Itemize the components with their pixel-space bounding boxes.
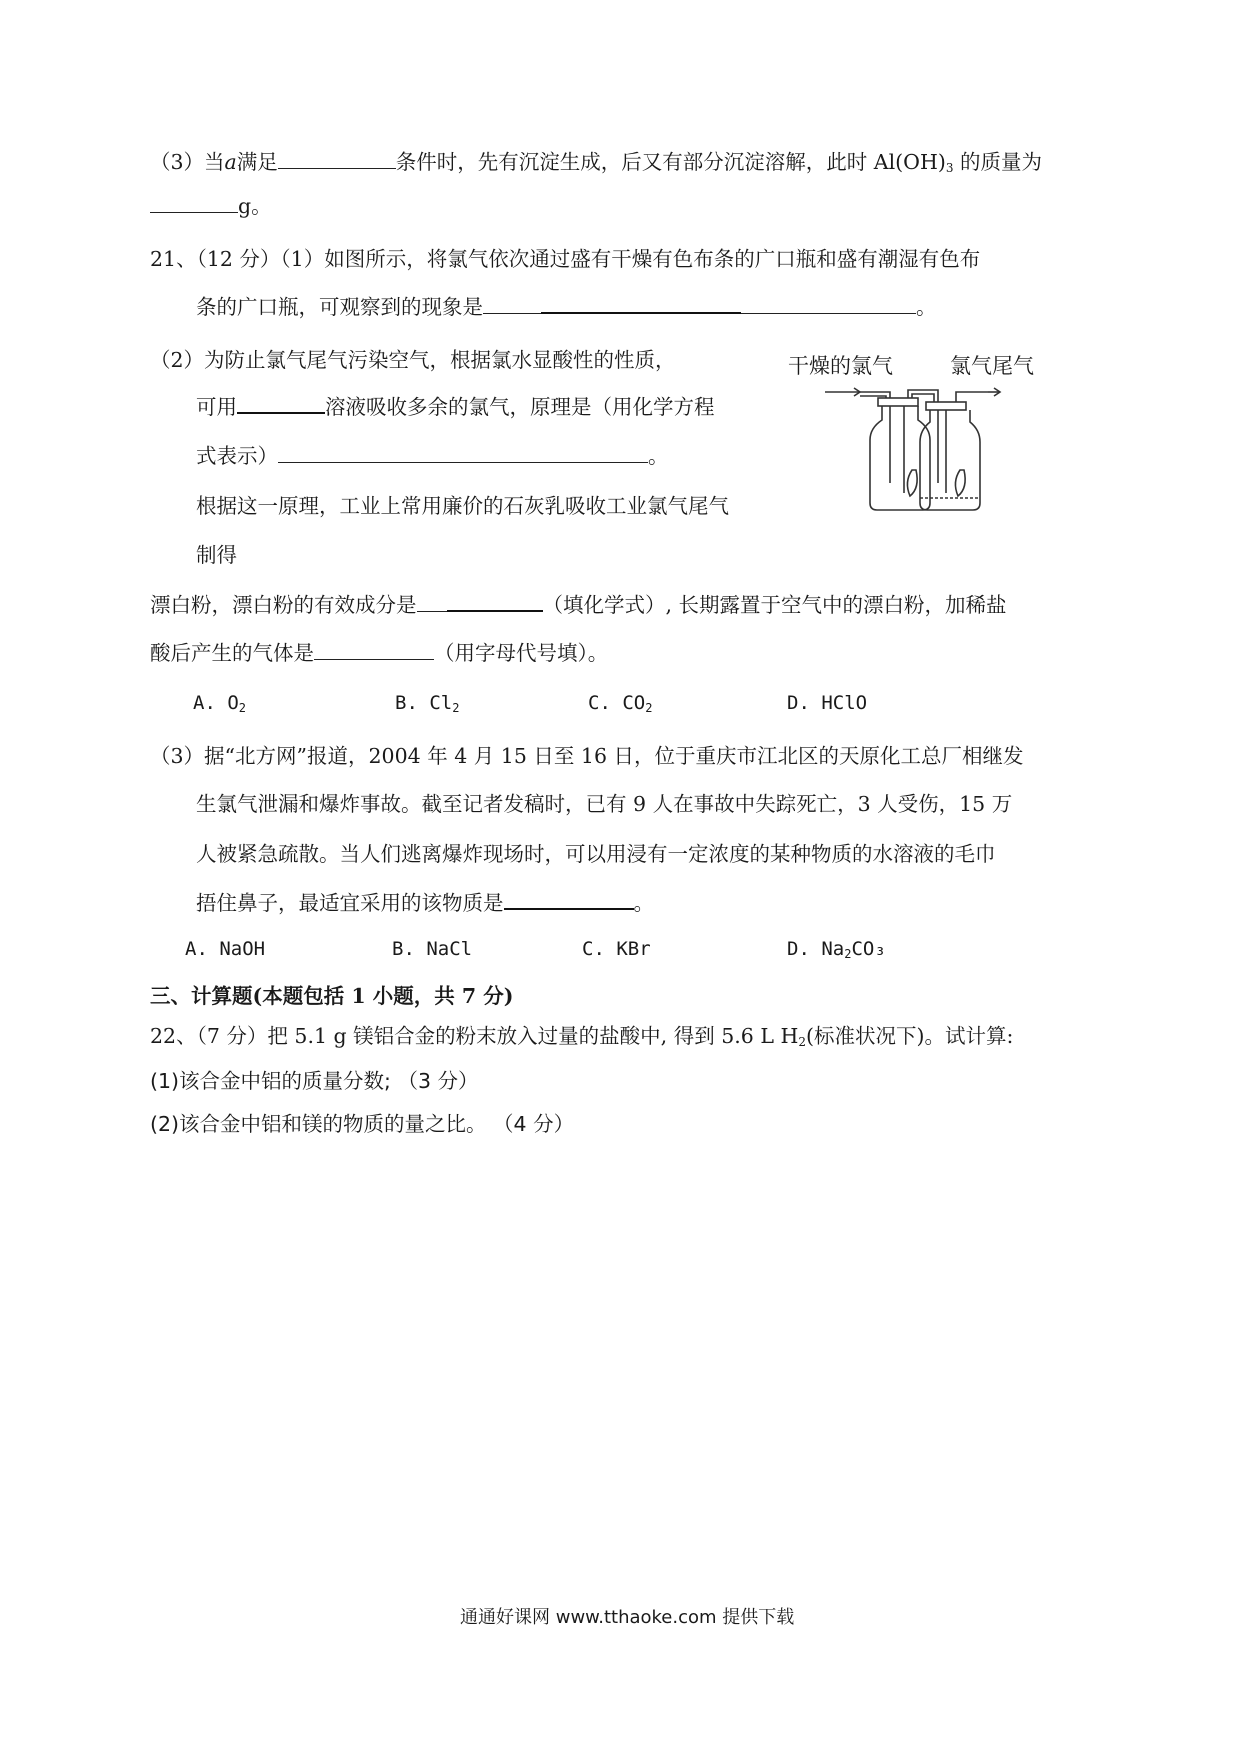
q22-line1	[150, 1022, 1013, 1050]
figure-label-tail-gas: 氯气尾气	[950, 354, 1034, 378]
q21-options2-b[interactable]	[392, 935, 472, 963]
q21-options1-c[interactable]	[588, 689, 652, 717]
q21-p2-line6	[150, 590, 1007, 619]
figure-label-dry-chlorine: 干燥的氯气	[788, 354, 893, 378]
q21-p2-text-c: 式表示）	[196, 444, 278, 468]
q21-p3-text: 捂住鼻子，最适宜采用的该物质是	[196, 891, 504, 915]
q21-p3-line4	[196, 888, 654, 917]
option-tail: CO₃	[851, 938, 886, 960]
q21-p2-blank-eq-b[interactable]	[403, 442, 648, 463]
q21-options2-d[interactable]	[787, 935, 886, 963]
q22-sub: 2	[798, 1035, 806, 1049]
q21-options1-a[interactable]	[193, 689, 246, 717]
q21-p2-blank-solution[interactable]	[237, 392, 325, 414]
q21-p3-line2: 生氯气泄漏和爆炸事故。截至记者发稿时，已有 9 人在事故中失踪死亡，3 人受伤，15 万	[196, 792, 1013, 816]
q21-options1-d[interactable]	[787, 689, 867, 717]
option-sub: 2	[452, 701, 460, 715]
q20-3-blank-2[interactable]	[150, 192, 238, 213]
section3-heading: 三、计算题(本题包括 1 小题，共 7 分)	[150, 984, 514, 1008]
q21-p2-line3	[196, 442, 669, 470]
q21-p2-line2	[196, 392, 715, 421]
gas-bottles-diagram	[820, 378, 1080, 523]
q21-p2-blank-gas[interactable]	[314, 639, 434, 660]
q21-p1-end: 。	[916, 295, 937, 319]
option-label: D. HClO	[787, 692, 868, 714]
footer-text: 通通好课网 www.tthaoke.com 提供下载	[460, 1607, 795, 1628]
q22-text-b: (标准状况下)。试计算:	[805, 1024, 1014, 1048]
q21-p2-text-e: （填化学式）, 长期露置于空气中的漂白粉，加稀盐	[542, 593, 1007, 617]
option-sub: 2	[238, 701, 246, 715]
q21-options1-b[interactable]	[395, 689, 459, 717]
q21-p2-text-g: （用字母代号填）。	[434, 641, 609, 665]
q21-p2-end: 。	[648, 444, 669, 468]
q21-options2-c[interactable]	[582, 935, 651, 963]
option-label: A. O	[193, 692, 239, 714]
option-label: D. Na	[787, 938, 845, 960]
option-label: C. CO	[588, 692, 646, 714]
q21-options2-a[interactable]	[185, 935, 265, 963]
option-label: C. KBr	[582, 938, 651, 960]
q21-p1-blank-a[interactable]	[483, 293, 541, 314]
q21-p2-line4: 根据这一原理，工业上常用廉价的石灰乳吸收工业氯气尾气	[196, 494, 729, 518]
q21-p2-line1: （2）为防止氯气尾气污染空气，根据氯水显酸性的性质，	[150, 348, 676, 372]
option-sub: 2	[844, 947, 852, 961]
q21-p2-blank-eq-a[interactable]	[278, 442, 403, 463]
option-sub: 2	[645, 701, 653, 715]
q20-3-blank-1[interactable]	[278, 148, 396, 169]
q20-3-mid3: 的质量为	[953, 150, 1043, 174]
q21-p2-text-b: 溶液吸收多余的氯气，原理是（用化学方程	[325, 395, 715, 419]
q21-p2-text-f: 酸后产生的气体是	[150, 641, 314, 665]
q21-p2-line7	[150, 639, 608, 667]
q21-header: 21、（12 分）（1）如图所示，将氯气依次通过盛有干燥有色布条的广口瓶和盛有潮湿有色布	[150, 247, 981, 271]
q21-p3-end: 。	[633, 891, 654, 915]
q21-p2-line5: 制得	[196, 543, 237, 567]
option-label: B. Cl	[395, 692, 453, 714]
q20-3-mid1: 满足	[236, 150, 278, 174]
q21-p2-blank-formula-b[interactable]	[447, 590, 543, 612]
q22-sub1: (1)该合金中铝的质量分数; （3 分）	[150, 1069, 479, 1093]
q21-p3-line1: （3）据“北方网”报道，2004 年 4 月 15 日至 16 日，位于重庆市江北区的天原化工总厂相继发	[150, 744, 1024, 768]
q20-3-line2	[150, 192, 272, 220]
q21-p2-text-a: 可用	[196, 395, 237, 419]
q21-p3-line3: 人被紧急疏散。当人们逃离爆炸现场时，可以用浸有一定浓度的某种物质的水溶液的毛巾	[196, 842, 996, 866]
q20-3-suffix: g。	[238, 194, 272, 218]
q21-p1-text: 条的广口瓶，可观察到的现象是	[196, 295, 483, 319]
option-label: A. NaOH	[185, 938, 266, 960]
q21-p1-blank-c[interactable]	[741, 293, 916, 314]
q21-p3-blank[interactable]	[504, 888, 634, 910]
q20-3-mid2: 条件时，先有沉淀生成，后又有部分沉淀溶解，此时 Al(OH)	[395, 150, 946, 174]
q20-3-sub: 3	[945, 161, 954, 175]
q21-p2-text-d: 漂白粉，漂白粉的有效成分是	[150, 593, 417, 617]
q22-text-a: 22、（7 分）把 5.1 g 镁铝合金的粉末放入过量的盐酸中, 得到 5.6 L H	[150, 1024, 799, 1048]
option-label: B. NaCl	[392, 938, 473, 960]
q22-sub2: (2)该合金中铝和镁的物质的量之比。 （4 分）	[150, 1112, 575, 1136]
q20-3-prefix: （3）当	[150, 150, 225, 174]
q20-3-line1	[150, 148, 1042, 176]
q20-3-var: a	[224, 150, 237, 174]
q21-p1-blank-b[interactable]	[541, 292, 741, 314]
q21-p2-blank-formula-a[interactable]	[417, 591, 447, 612]
q21-p1-line2	[196, 292, 937, 321]
